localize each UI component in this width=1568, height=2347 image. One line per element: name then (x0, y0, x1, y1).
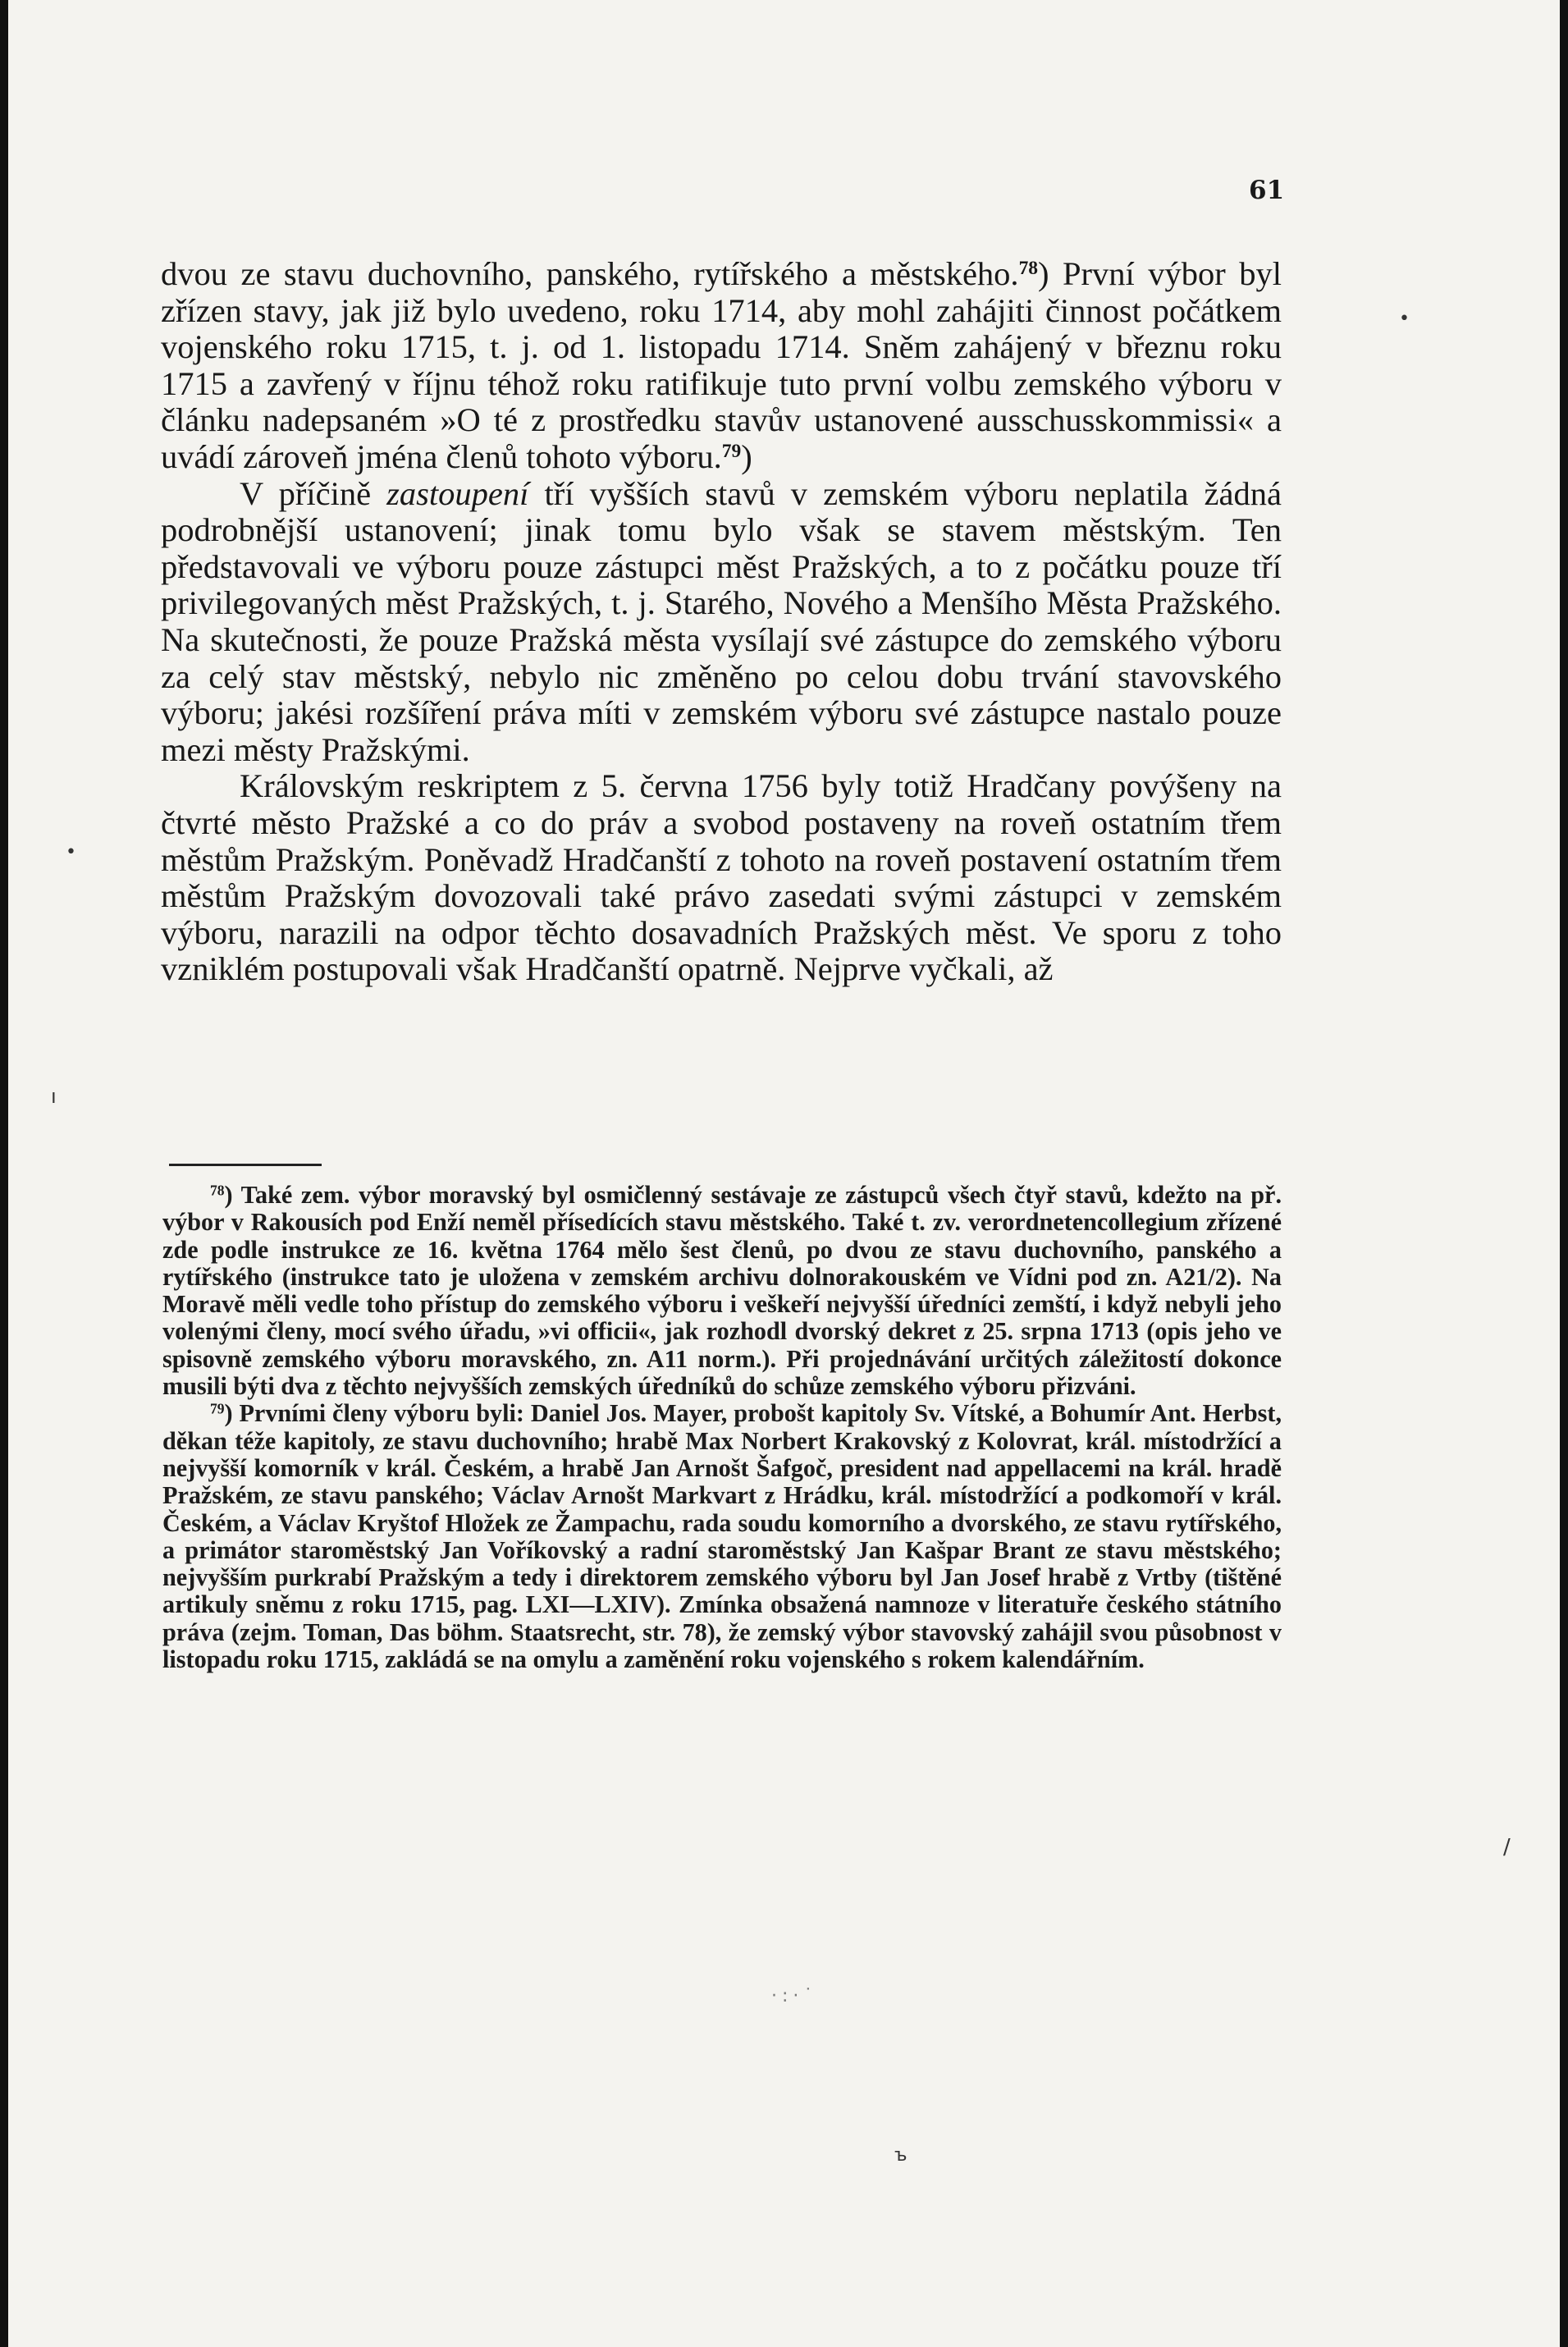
margin-speck: ı (51, 1085, 57, 1108)
footnote-marker-78: 78 (210, 1182, 225, 1199)
main-text (161, 256, 1282, 988)
paragraph-2-emphasis: zastoupení (386, 474, 529, 512)
paragraph-3: Královským reskriptem z 5. června 1756 byly totiž Hradčany povýšeny na čtvrté město Pražské a co do práv a svobod postaveny na roveň ostatním třem městům Pražským. Poněvadž Hradčanští z tohoto na roveň postavení ostatním třem městům Pražským dovozovali také právo zasedati svými zástupci v zemském výboru, narazili na odpor těchto dosavadních Pražských měst. Ve sporu z toho vzniklém postupovali však Hradčanští opatrně. Nejprve vyčkali, až (161, 767, 1282, 988)
footnote-79 (162, 1400, 1282, 1673)
paragraph-2-text: V příčině (240, 474, 387, 512)
paragraph-1-text-cont: ) První výbor byl zřízen stavy, jak již bylo uvedeno, roku 1714, aby mohl zahájiti činnost počátkem vojenského roku 1715, t. j. od 1. listopadu 1714. Sněm zahájený v březnu roku 1715 a zavřený v říjnu téhož roku ratifikuje tuto první volbu zemského výboru v článku nadepsaném »O té z prostředku stavův ustanovené ausschusskommissi« a uvádí zároveň jména členů tohoto výboru. (161, 255, 1282, 475)
footnote-79-text: ) Prvními členy výboru byli: Daniel Jos. Mayer, probošt kapitoly Sv. Vítské, a Bohumír Ant. Herbst, děkan téže kapitoly, ze stavu duchovního; hrabě Max Norbert Krakovský z Kolovrat, král. místodržící a nejvyšší komorník v král. Českém, a hrabě Jan Arnošt Šafgoč, president nad appellacemi na král. hradě Pražském, ze stavu panského; Václav Arnošt Markvart z Hrádku, král. místodržící a podkomoří v král. Českém, a Václav Kryštof Hložek ze Žampachu, rada soudu komorního a dvorského, ze stavu rytířského, a primátor staroměstský Jan Voříkovský a radní staroměstský Jan Kašpar Brant ze stavu městského; nejvyšším purkrabí Pražským a tedy i direktorem zemského výboru byl Jan Josef hrabě z Vrtby (tištěné artikuly sněmu z roku 1715, pag. LXI—LXIV). Zmínka obsažená namnoze v literatuře českého státního práva (zejm. Toman, Das böhm. Staatsrecht, str. 78), že zemský výbor stavovský zahájil svou působnost v listopadu roku 1715, zakládá se na omylu a zaměnění roku vojenského s rokem kalendářním. (162, 1399, 1282, 1674)
paragraph-1-text: dvou ze stavu duchovního, panského, rytířského a městského. (161, 255, 1019, 292)
footnote-ref-78: 78 (1018, 258, 1039, 280)
paragraph-1-text-end: ) (741, 437, 752, 475)
page-smudge: ·:·˙ (771, 1986, 818, 2006)
paragraph-1 (161, 256, 1282, 476)
footnote-ref-79: 79 (721, 441, 742, 463)
footnotes (162, 1182, 1282, 1673)
footnote-78-text: ) Také zem. výbor moravský byl osmičlenný sestávaje ze zástupců všech čtyř stavů, kdežto na př. výbor v Rakousích pod Enží neměl přísedících stavu městského. Také t. zv. verordnetencollegium zřízené zde podle instrukce ze 16. května 1764 mělo šest členů, po dvou ze stavu duchovního, panského a rytířského (instrukce tato je uložena v zemském archivu dolnorakouském ve Vídni pod zn. A21/2). Na Moravě měli vedle toho přístup do zemského výboru i veškeří nejvyšší úředníci zemští, i když nebyli jeho volenými členy, mocí svého úřadu, »vi officii«, jak rozhodl dvorský dekret z 25. srpna 1713 (opis jeho ve spisovně zemského výboru moravského, zn. A11 norm.). Při projednávání určitých záležitostí dokonce musili býti dva z těchto nejvyšších zemských úředníků do schůze zemského výboru přizváni. (162, 1181, 1282, 1401)
margin-speck: / (1503, 1835, 1511, 1860)
page-smudge: ъ (894, 2145, 907, 2166)
footnote-separator (169, 1164, 322, 1166)
paragraph-2 (161, 476, 1282, 769)
page-number: 61 (1249, 176, 1285, 205)
footnote-78 (162, 1182, 1282, 1400)
document-page (8, 0, 1560, 2347)
footnote-marker-79: 79 (210, 1400, 225, 1417)
margin-speck: • (66, 842, 76, 862)
paragraph-2-text-cont: tří vyšších stavů v zemském výboru neplatila žádná podrobnější ustanovení; jinak tomu bylo však se stavem městským. Ten představovali ve výboru pouze zástupci měst Pražských, a to z počátku pouze tří privilegovaných měst Pražských, t. j. Starého, Nového a Menšího Města Pražského. Na skutečnosti, že pouze Pražská města vysílají své zástupce do zemského výboru za celý stav městský, nebylo nic změněno po celou dobu trvání stavovského výboru; jakési rozšíření práva míti v zemském výboru své zástupce nastalo pouze mezi městy Pražskými. (161, 474, 1282, 768)
margin-speck: • (1399, 309, 1410, 329)
